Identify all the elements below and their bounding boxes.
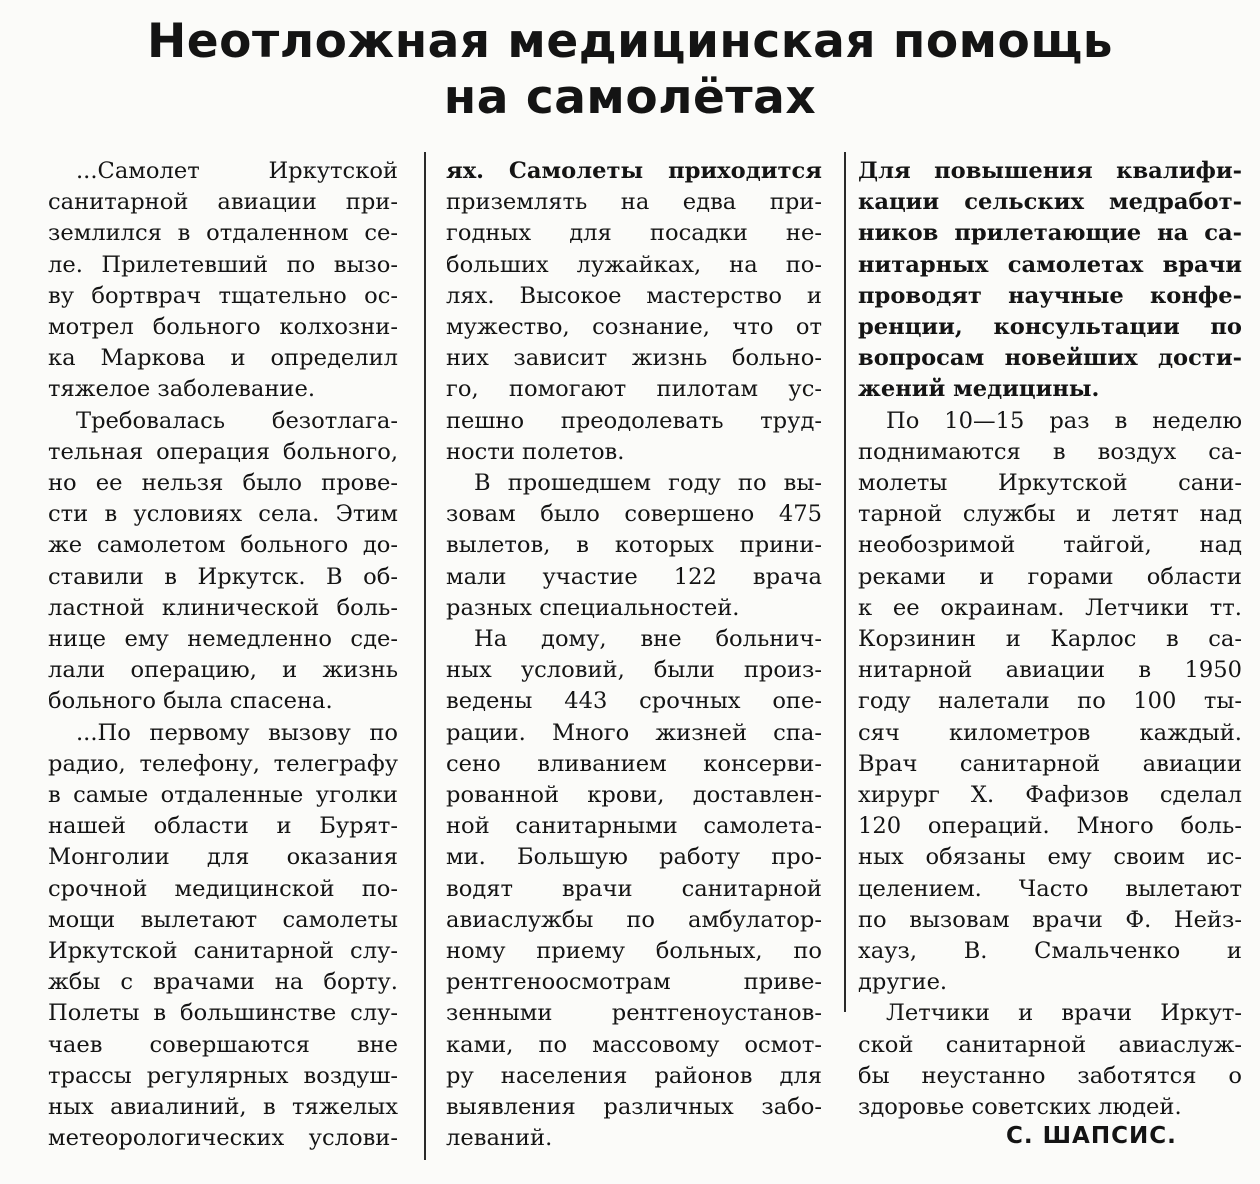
text-line: ле. Прилетевший по вызо-	[48, 251, 398, 278]
text-line: Корзинин и Карлос в са-	[858, 626, 1242, 653]
text-line: же самолетом больного до-	[48, 532, 398, 559]
text-line: ...Самолет Иркутской	[76, 158, 398, 184]
text-line: землился в отдаленном се-	[48, 220, 398, 247]
text-line: 120 операций. Много боль-	[858, 813, 1242, 840]
text-line: но ее нельзя было прове-	[48, 470, 398, 497]
text-line: кации сельских медработ-	[858, 189, 1242, 216]
column-divider	[844, 152, 846, 1012]
text-line: чаев совершаются вне	[48, 1031, 398, 1058]
text-line: ...По первому вызову по	[76, 719, 398, 746]
text-line: тельная операция больного,	[48, 438, 398, 465]
text-line: вопросам новейших дости-	[858, 345, 1242, 372]
article-column-3	[858, 156, 1242, 1123]
text-line: реками и горами области	[858, 563, 1242, 590]
text-line: ной санитарными самолета-	[446, 813, 822, 840]
text-line: проводят научные конфе-	[858, 282, 1242, 309]
text-line: Требовалась безотлага-	[76, 407, 398, 434]
text-line: срочной медицинской по-	[48, 875, 398, 902]
text-line: мали участие 122 врача	[446, 563, 822, 590]
text-line: Для повышения квалифи-	[858, 158, 1242, 184]
text-line: ных обязаны ему своим ис-	[858, 844, 1242, 871]
text-line: сяч километров каждый.	[858, 719, 1242, 746]
article-column-1	[48, 156, 398, 1155]
text-line: необозримой тайгой, над	[858, 532, 1242, 559]
text-line: ставили в Иркутск. В об-	[48, 563, 398, 590]
text-line: санитарной авиации при-	[48, 189, 398, 216]
text-line: целением. Часто вылетают	[858, 875, 1242, 902]
text-line: ка Маркова и определил	[48, 345, 398, 372]
article-headline	[0, 14, 1260, 126]
text-line: ведены 443 срочных опе-	[446, 688, 822, 715]
text-line: лях. Высокое мастерство и	[446, 282, 822, 309]
text-line: зовам было совершено 475	[446, 501, 822, 528]
text-line: ных условий, были произ-	[446, 657, 822, 684]
text-line: авиаслужбы по амбулатор-	[446, 906, 822, 933]
text-line: больного была спасена.	[48, 688, 333, 715]
text-line: рентгеноосмотрам приве-	[446, 969, 822, 996]
text-line: в самые отдаленные уголки	[48, 782, 398, 809]
text-line: Полеты в большинстве слу-	[48, 1000, 398, 1027]
text-line: сено вливанием консерви-	[446, 750, 822, 777]
article-column-2	[446, 156, 822, 1155]
text-line: лали операцию, и жизнь	[48, 657, 398, 684]
text-line: другие.	[858, 969, 948, 996]
text-line: приземлять на едва при-	[446, 189, 822, 216]
text-line: леваний.	[446, 1125, 553, 1152]
text-line: нашей области и Бурят-	[48, 813, 398, 840]
text-line: ластной клинической боль-	[48, 594, 398, 621]
headline-line-2: на самолётах	[443, 70, 817, 125]
text-line: ру населения районов для	[446, 1062, 822, 1089]
text-line: к ее окраинам. Летчики тт.	[858, 594, 1242, 621]
text-line: молеты Иркутской сани-	[858, 470, 1242, 497]
text-line: нитарных самолетах врачи	[858, 251, 1242, 278]
text-line: нитарной авиации в 1950	[858, 657, 1242, 684]
text-line: По 10—15 раз в неделю	[886, 407, 1242, 434]
text-line: ками, по массовому осмот-	[446, 1031, 822, 1058]
text-line: нице ему немедленно сде-	[48, 626, 398, 653]
text-line: рации. Много жизней спа-	[446, 719, 822, 746]
text-line: по вызовам врачи Ф. Нейз-	[858, 906, 1242, 933]
text-line: бы неустанно заботятся о	[858, 1062, 1242, 1089]
text-line: хирург Х. Фафизов сделал	[858, 782, 1242, 809]
text-line: ному приему больных, по	[446, 938, 822, 965]
text-line: метеорологических услови-	[48, 1125, 398, 1152]
text-line: хауз, В. Смальченко и	[858, 938, 1242, 965]
headline-line-1: Неотложная медицинская помощь	[146, 14, 1114, 69]
text-line: мужество, сознание, что от	[446, 314, 822, 341]
text-line: них зависит жизнь больно-	[446, 345, 822, 372]
text-line: вылетов, в которых прини-	[446, 532, 822, 559]
text-line: пешно преодолевать труд-	[446, 407, 822, 434]
text-line: рованной крови, доставлен-	[446, 782, 822, 809]
text-line: жбы с врачами на борту.	[48, 969, 398, 996]
column-divider	[424, 152, 426, 1160]
text-line: годных для посадки не-	[446, 220, 822, 247]
text-line: Иркутской санитарной слу-	[48, 938, 398, 965]
text-line: ренции, консультации по	[858, 314, 1242, 341]
text-line: сти в условиях села. Этим	[48, 501, 398, 528]
text-line: разных специальностей.	[446, 594, 740, 621]
text-line: водят врачи санитарной	[446, 875, 822, 902]
text-line: здоровье советских людей.	[858, 1094, 1182, 1121]
text-line: Врач санитарной авиации	[858, 750, 1242, 777]
text-line: Летчики и врачи Иркут-	[886, 1000, 1242, 1027]
text-line: ников прилетающие на са-	[858, 220, 1242, 247]
text-line: году налетали по 100 ты-	[858, 688, 1242, 715]
text-line: В прошедшем году по вы-	[474, 470, 822, 497]
text-line: поднимаются в воздух са-	[858, 438, 1242, 465]
text-line: тяжелое заболевание.	[48, 376, 315, 403]
text-line: выявления различных забо-	[446, 1094, 822, 1121]
author-signature: С. ШАПСИС.	[1006, 1123, 1177, 1149]
text-line: го, помогают пилотам ус-	[446, 376, 822, 403]
text-line: ности полетов.	[446, 438, 625, 465]
text-line: ми. Большую работу про-	[446, 844, 822, 871]
text-line: тарной службы и летят над	[858, 501, 1242, 528]
text-line: жений медицины.	[858, 376, 1100, 403]
text-line: радио, телефону, телеграфу	[48, 750, 398, 777]
text-line: больших лужайках, на по-	[446, 251, 822, 278]
text-line: Монголии для оказания	[48, 844, 398, 871]
text-line: ву бортврач тщательно ос-	[48, 282, 398, 309]
text-line: мощи вылетают самолеты	[48, 906, 398, 933]
text-line: ях. Самолеты приходится	[446, 158, 822, 184]
text-line: ской санитарной авиаслуж-	[858, 1031, 1242, 1058]
text-line: зенными рентгеноустанов-	[446, 1000, 822, 1027]
text-line: На дому, вне больнич-	[474, 626, 822, 653]
text-line: трассы регулярных воздуш-	[48, 1062, 398, 1089]
text-line: ных авиалиний, в тяжелых	[48, 1094, 398, 1121]
text-line: мотрел больного колхозни-	[48, 314, 398, 341]
